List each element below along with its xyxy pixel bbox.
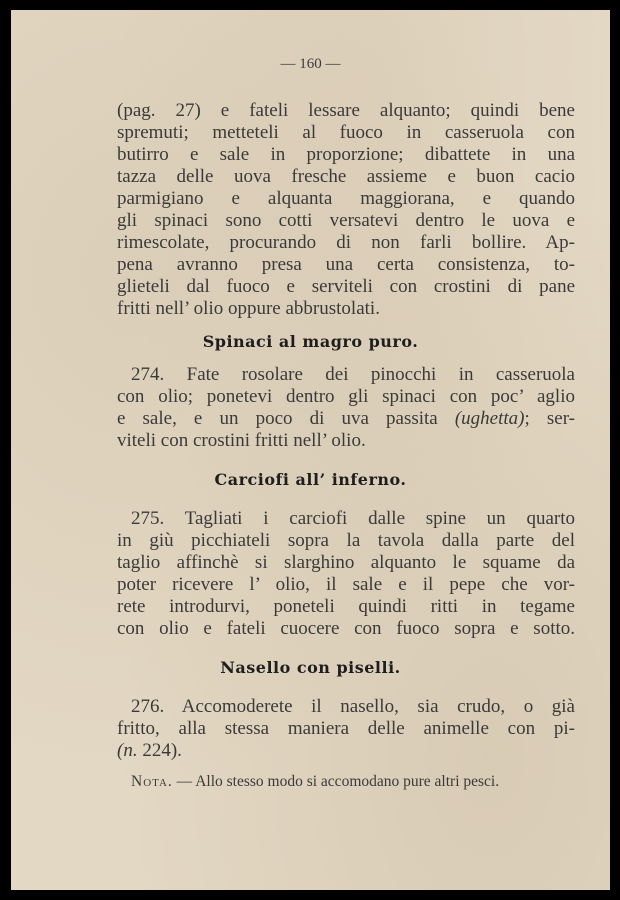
recipe-text: 224).: [137, 740, 182, 761]
recipe-line-with-italic: [117, 740, 575, 762]
paragraph-line: fritti nell’ olio oppure abbrustolati.: [117, 298, 380, 319]
recipe-line: con olio; ponetevi dentro gli spinaci con poc’ aglio: [117, 386, 575, 407]
recipe-title-276: Nasello con piselli.: [220, 658, 401, 677]
italic-term: (ughetta): [454, 408, 525, 429]
recipe-line: taglio affinchè si slarghino alquanto le squame da: [117, 552, 575, 573]
nota-text: — Allo stesso modo si accomodano pure altri pesci.: [172, 773, 500, 790]
nota: [131, 773, 581, 791]
nota-label: Nota.: [131, 773, 173, 790]
paragraph-line: tazza delle uova fresche assieme e buon cacio: [117, 166, 575, 187]
recipe-line: 276. Accomoderete il nasello, sia crudo, o già: [131, 696, 575, 717]
italic-term: (: [117, 740, 124, 761]
recipe-line: fritto, alla stessa maniera delle animelle con pi-: [117, 718, 575, 739]
paragraph-line: pena avranno presa una certa consistenza, to-: [117, 254, 575, 275]
paragraph-line: rimescolate, procurando di non farli bollire. Ap-: [117, 232, 575, 253]
page-number: — 160 —: [280, 56, 341, 72]
paragraph-line: gli spinaci sono cotti versatevi dentro le uova e: [117, 210, 575, 231]
recipe-line: in giù picchiateli sopra la tavola dalla parte del: [117, 530, 575, 551]
recipe-line: poter ricevere l’ olio, il sale e il pepe che vor-: [117, 574, 575, 595]
recipe-title-275: Carciofi all’ inferno.: [214, 470, 407, 489]
recipe-line-with-italic: [117, 408, 575, 430]
recipe-title-274: Spinaci al magro puro.: [202, 332, 419, 351]
italic-term: n.: [123, 740, 138, 761]
recipe-line: con olio e fateli cuocere con fuoco sopra e sotto.: [117, 618, 575, 639]
recipe-line: 274. Fate rosolare dei pinocchi in casseruola: [131, 364, 575, 385]
paragraph-line: glieteli dal fuoco e serviteli con crostini di pane: [117, 276, 575, 297]
recipe-line: rete introdurvi, poneteli quindi ritti in tegame: [117, 596, 575, 617]
recipe-text: ; ser-: [524, 408, 575, 429]
recipe-line: viteli con crostini fritti nell’ olio.: [117, 430, 366, 451]
recipe-line: 275. Tagliati i carciofi dalle spine un quarto: [131, 508, 575, 529]
paragraph-line: (pag. 27) e fateli lessare alquanto; quindi bene: [117, 100, 575, 121]
paragraph-line: butirro e sale in proporzione; dibattete in una: [117, 144, 575, 165]
paragraph-line: parmigiano e alquanta maggiorana, e quando: [117, 188, 575, 209]
paragraph-line: spremuti; metteteli al fuoco in casseruola con: [117, 122, 575, 143]
book-page: [11, 10, 610, 890]
recipe-text: e sale, e un poco di uva passita: [117, 408, 455, 429]
